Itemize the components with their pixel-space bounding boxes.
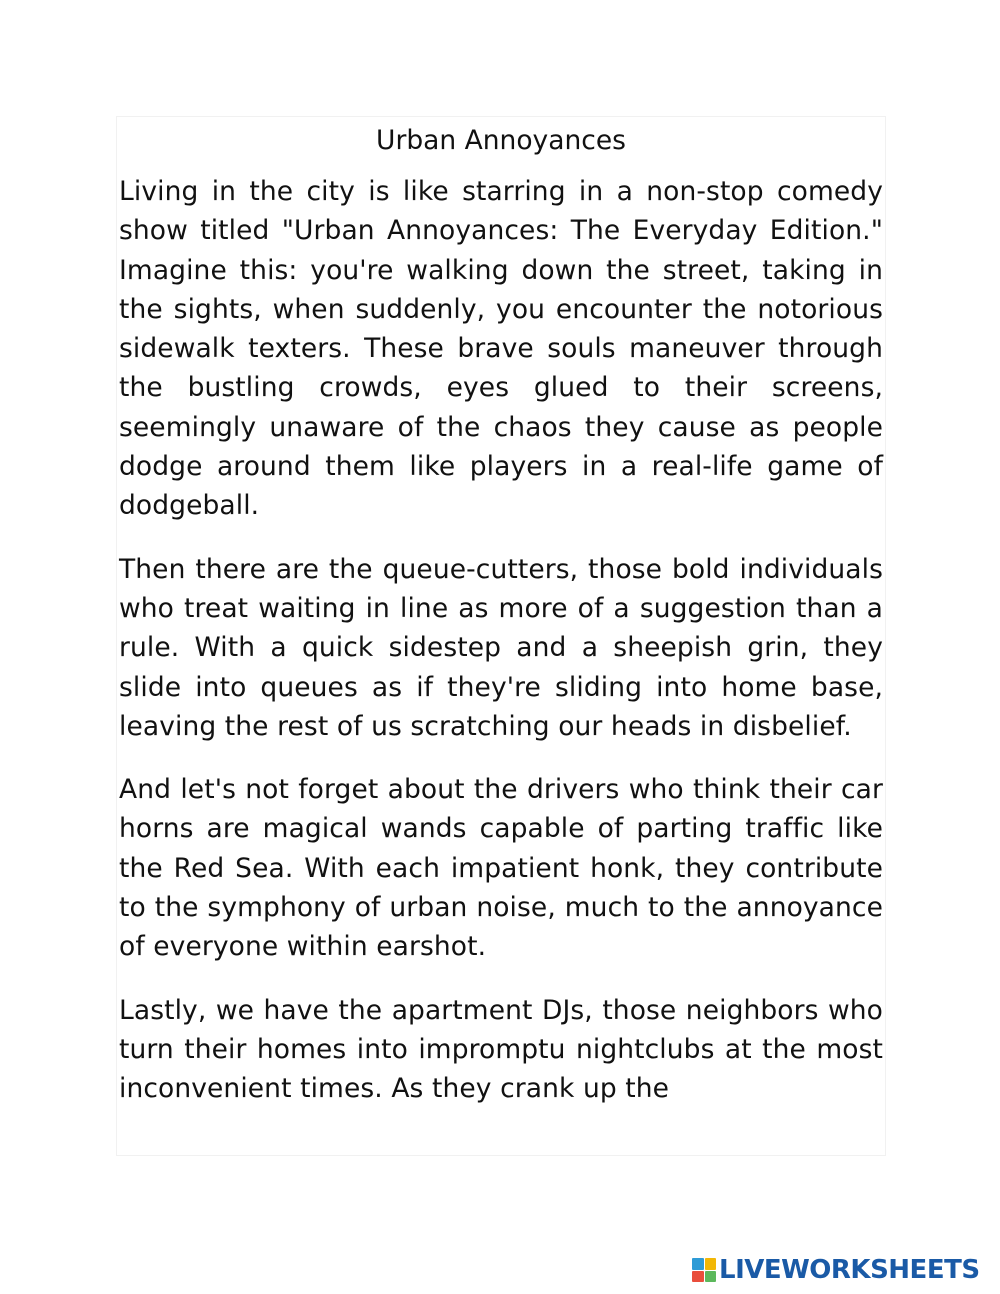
liveworksheets-logo[interactable] — [692, 1255, 980, 1285]
logo-mark-square — [705, 1258, 717, 1270]
paragraph-1: Living in the city is like starring in a non-stop comedy show titled "Urban Annoyances: The Everyday Edition." Imagine this: you're walking down the street, taking in the sights, when suddenly, you encounter the notorious sidewalk texters. These brave souls maneuver through the bustling crowds, eyes glued to their screens, seemingly unaware of the chaos they cause as people dodge around them like players in a real-life game of dodgeball. — [119, 176, 883, 522]
logo-mark-square — [692, 1271, 704, 1283]
worksheet-page — [116, 116, 886, 1156]
logo-mark-square — [692, 1258, 704, 1270]
paragraph-2: Then there are the queue-cutters, those bold individuals who treat waiting in line as more of a suggestion than a rule. With a quick sidestep and a sheepish grin, they slide into queues as if they're sliding into home base, leaving the rest of us scratching our heads in disbelief. — [119, 553, 883, 742]
logo-mark-icon — [692, 1258, 716, 1282]
logo-mark-square — [705, 1271, 717, 1283]
paragraph-3: And let's not forget about the drivers who think their car horns are magical wands capable of parting traffic like the Red Sea. With each impatient honk, they contribute to the symphony of urban noise, much to the annoyance of everyone within earshot. — [119, 774, 883, 963]
paragraph-4: Lastly, we have the apartment DJs, those neighbors who turn their homes into impromptu nightclubs at the most inconvenient times. As they crank up the — [119, 994, 883, 1105]
logo-text: LIVEWORKSHEETS — [719, 1255, 980, 1285]
document-title: Urban Annoyances — [376, 125, 626, 156]
